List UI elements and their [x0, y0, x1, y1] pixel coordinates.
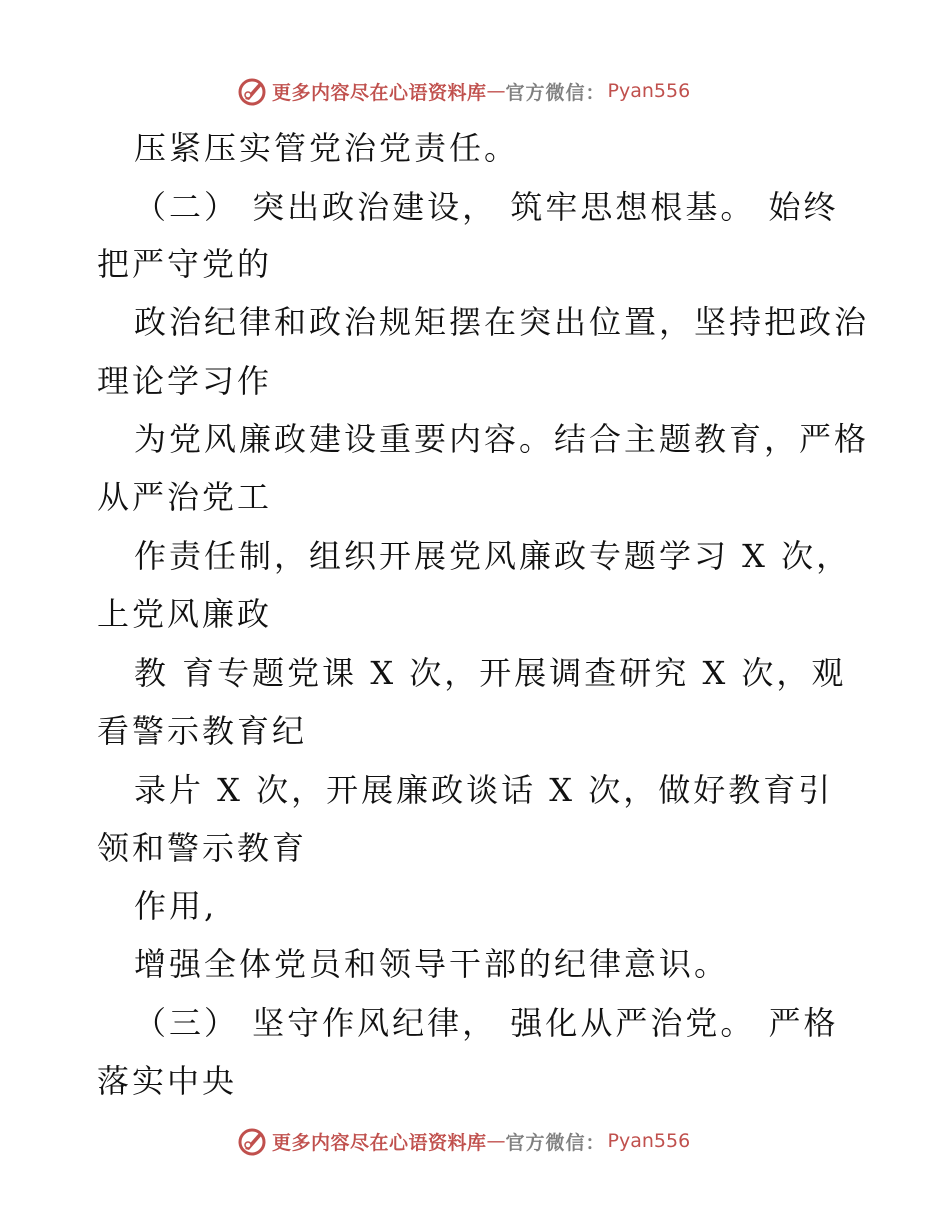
text-line: （二） 突出政治建设， 筑牢思想根基。 始终	[134, 188, 839, 226]
footer-banner	[236, 1124, 756, 1158]
text-line: （三） 坚守作风纪律， 强化从严治党。 严格	[134, 1004, 839, 1042]
text-line: 领和警示教育	[97, 829, 308, 867]
header-banner	[236, 74, 756, 108]
banner-colon: ：	[585, 81, 606, 104]
text-line: 压紧压实管党治党责任。	[134, 129, 520, 167]
text-line: 政治纪律和政治规矩摆在突出位置，坚持把政治	[134, 303, 870, 341]
text-line: 为党风廉政建设重要内容。结合主题教育，严格	[134, 420, 870, 458]
quill-seal-icon	[236, 1125, 268, 1157]
banner-official: 官方微信	[505, 1131, 586, 1154]
banner-brand: 更多内容尽在心语资料库	[272, 1131, 487, 1154]
text-line: 录片 X 次，开展廉政谈话 X 次，做好教育引	[134, 771, 834, 809]
text-line: 把严守党的	[97, 245, 273, 283]
banner-colon: ：	[585, 1131, 606, 1154]
banner-dash: —	[486, 1130, 506, 1152]
banner-dash: —	[486, 80, 506, 102]
banner-official: 官方微信	[505, 81, 586, 104]
text-line: 看警示教育纪	[97, 712, 308, 750]
text-line: 理论学习作	[97, 362, 273, 400]
quill-seal-icon	[236, 75, 268, 107]
text-line: 从严治党工	[97, 478, 273, 516]
text-line: 作责任制，组织开展党风廉政专题学习 X 次，	[134, 537, 852, 575]
text-line: 落实中央	[97, 1062, 238, 1100]
banner-brand: 更多内容尽在心语资料库	[272, 81, 487, 104]
text-line: 上党风廉政	[97, 595, 273, 633]
text-line: 教 育专题党课 X 次，开展调查研究 X 次，观	[134, 654, 847, 692]
text-line: 作用,	[134, 887, 218, 925]
text-line: 增强全体党员和领导干部的纪律意识。	[134, 945, 730, 983]
banner-wechat-id: Pyan556	[607, 1130, 691, 1152]
banner-wechat-id: Pyan556	[607, 80, 691, 102]
